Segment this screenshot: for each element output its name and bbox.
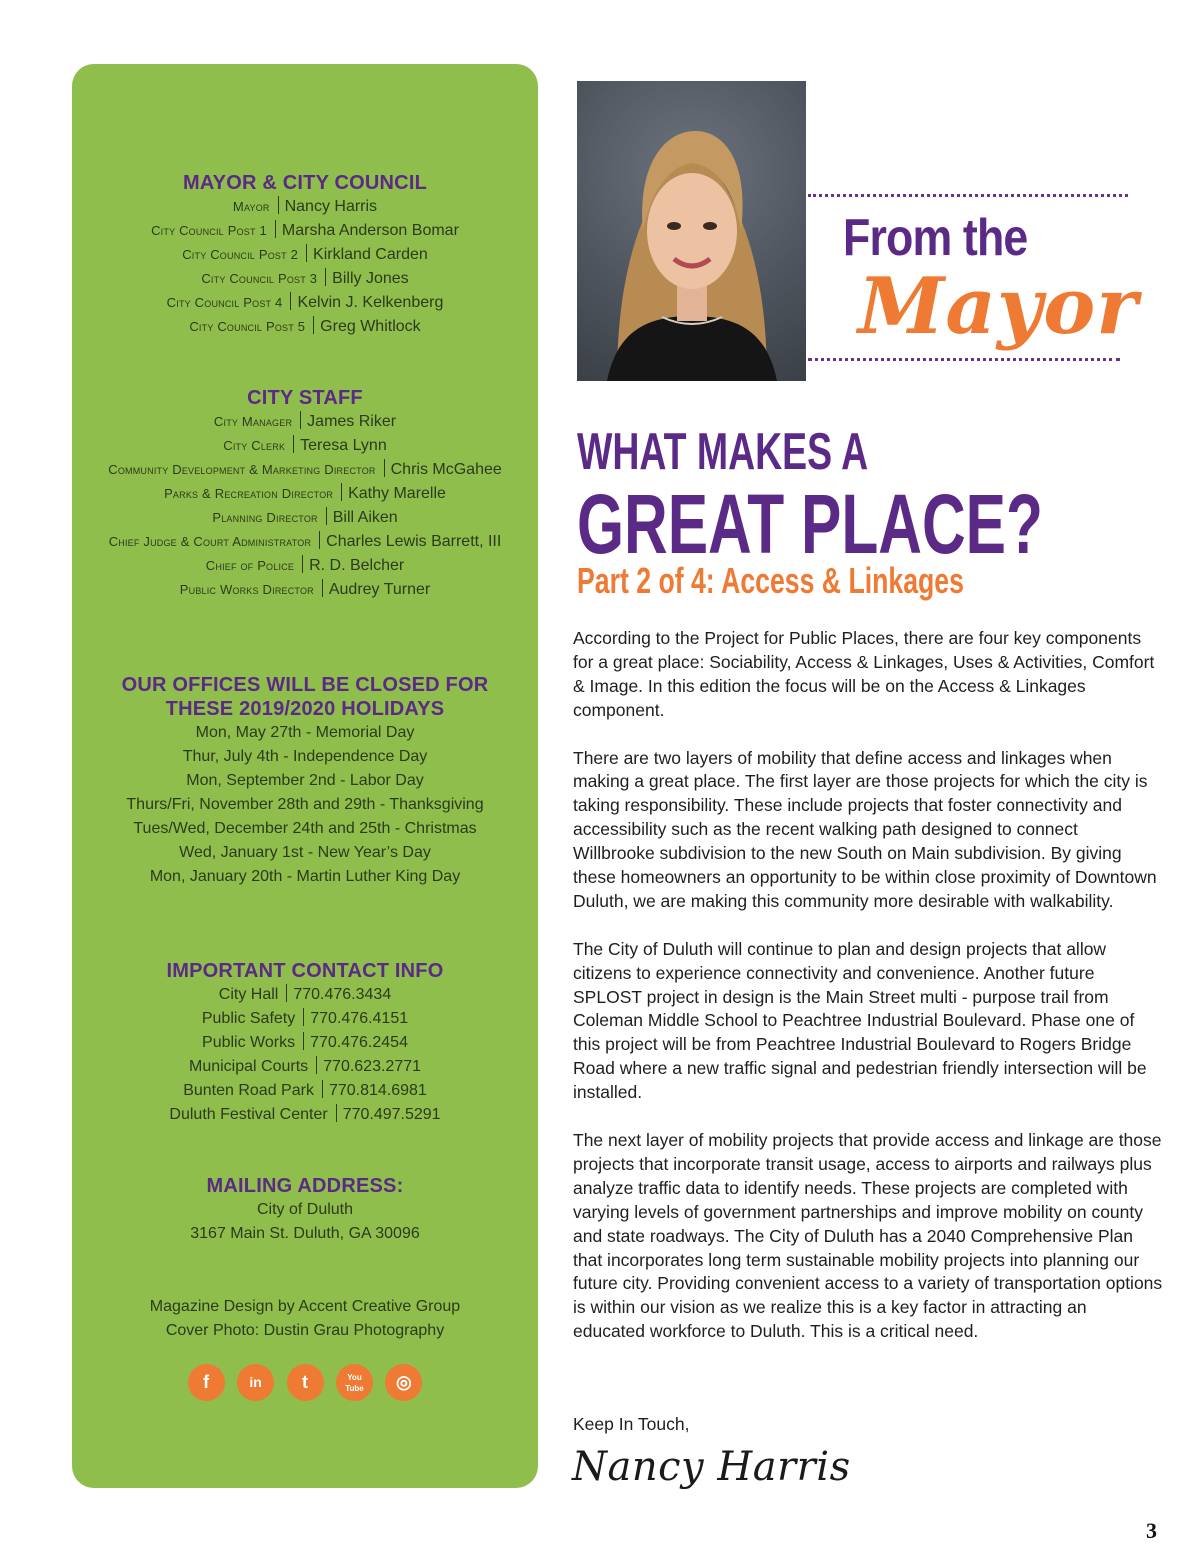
staff-row: City Clerk Teresa Lynn xyxy=(223,437,387,454)
staff-row: Community Development & Marketing Director Chris McGahee xyxy=(108,461,502,478)
holiday-item: Thurs/Fri, November 28th and 29th - Thanksgiving xyxy=(126,796,484,813)
article-body xyxy=(573,627,1163,1368)
contact-row: Public Works 770.476.2454 xyxy=(202,1034,408,1051)
mayor-portrait-illustration xyxy=(577,81,806,381)
credit-line: Magazine Design by Accent Creative Group xyxy=(149,1298,461,1315)
council-row: City Council Post 4 Kelvin J. Kelkenberg xyxy=(166,294,444,311)
article-subtitle: Part 2 of 4: Access & Linkages xyxy=(577,560,964,601)
holiday-item: Mon, May 27th - Memorial Day xyxy=(195,724,415,741)
mayor-photo xyxy=(577,81,806,381)
staff-row: Public Works Director Audrey Turner xyxy=(179,581,431,598)
article-paragraph: There are two layers of mobility that define access and linkages when making a great place. The first layer are those projects for which the city is taking responsibility. These include projects that foster connectivity and accessibility such as the recent walking path designed to connect Willbrooke subdivision to the new South on Main subdivision. By giving these homeowners an opportunity to be within close proximity of Downtown Duluth, we are making this community more desirable with walkability. xyxy=(573,747,1157,911)
holidays-title: OUR OFFICES WILL BE CLOSED FOR xyxy=(121,674,489,696)
mayor-script-heading: Mayor xyxy=(858,261,1139,352)
staff-row: Planning Director Bill Aiken xyxy=(212,509,398,526)
staff-row: Parks & Recreation Director Kathy Marelle xyxy=(164,485,446,502)
instagram-icon[interactable]: ◎ xyxy=(385,1364,422,1401)
mailing-section xyxy=(72,1174,538,1246)
sidebar-panel xyxy=(72,64,538,1488)
headline-line2: GREAT PLACE? xyxy=(577,477,1043,571)
youtube-icon[interactable]: You Tube xyxy=(336,1364,373,1401)
holiday-item: Tues/Wed, December 24th and 25th - Christmas xyxy=(133,820,477,837)
council-title: MAYOR & CITY COUNCIL xyxy=(182,172,428,194)
article-paragraph: The next layer of mobility projects that provide access and linkage are those projects that incorporate transit usage, access to airports and railways plus analyze traffic data to identify needs. These projects are completed with varying levels of government partnerships and improve mobility on county and state roadways. The City of Duluth has a 2040 Comprehensive Plan that incorporates long term sustainable mobility projects into planning our future city. Providing convenient access to a variety of transportation options is within our vision as we realize this is a key factor in attracting an educated workforce to Duluth. This is a critical need. xyxy=(573,1129,1163,1342)
signoff: Keep In Touch, xyxy=(573,1414,690,1434)
council-row: City Council Post 2 Kirkland Carden xyxy=(182,246,428,263)
signature: Nancy Harris xyxy=(572,1444,851,1490)
holiday-item: Thur, July 4th - Independence Day xyxy=(182,748,428,765)
staff-row: City Manager James Riker xyxy=(213,413,397,430)
headline-line1: WHAT MAKES A xyxy=(577,423,869,481)
holiday-item: Mon, September 2nd - Labor Day xyxy=(186,772,424,789)
dotted-rule-top xyxy=(808,194,1128,197)
contact-row: Public Safety 770.476.4151 xyxy=(201,1010,409,1027)
contact-row: City Hall 770.476.3434 xyxy=(218,986,392,1003)
dotted-rule-bottom xyxy=(808,358,1120,361)
council-row: City Council Post 1 Marsha Anderson Bomar xyxy=(151,222,459,239)
council-row: City Council Post 5 Greg Whitlock xyxy=(189,318,421,335)
linkedin-icon[interactable]: in xyxy=(237,1364,274,1401)
mailing-line: 3167 Main St. Duluth, GA 30096 xyxy=(190,1225,420,1242)
mailing-title: MAILING ADDRESS: xyxy=(206,1175,404,1197)
staff-row: Chief of Police R. D. Belcher xyxy=(205,557,405,574)
council-row: City Council Post 3 Billy Jones xyxy=(201,270,409,287)
holidays-section xyxy=(72,673,538,889)
facebook-icon[interactable]: f xyxy=(188,1364,225,1401)
contact-row: Duluth Festival Center 770.497.5291 xyxy=(169,1106,441,1123)
holiday-item: Mon, January 20th - Martin Luther King Day xyxy=(149,868,461,885)
page-number: 3 xyxy=(1146,1518,1157,1543)
mailing-line: City of Duluth xyxy=(256,1201,354,1218)
credit-line: Cover Photo: Dustin Grau Photography xyxy=(165,1322,445,1339)
twitter-icon[interactable]: t xyxy=(287,1364,324,1401)
staff-title: CITY STAFF xyxy=(247,387,363,409)
social-icons xyxy=(72,1364,538,1401)
article-paragraph: The City of Duluth will continue to plan and design projects that allow citizens to experience connectivity and convenience. Another future SPLOST project in design is the Main Street multi - purpose trail from Coleman Middle School to Peachtree Industrial Boulevard. Phase one of this project will be from Peachtree Industrial Boulevard to Rogers Bridge Road where a new traffic signal and pedestrian friendly intersection will be installed. xyxy=(573,938,1147,1103)
article-paragraph: According to the Project for Public Places, there are four key components for a great place: Sociability, Access & Linkages, Uses & Activities, Comfort & Image. In this edition the focus will be on the Access & Linkages component. xyxy=(573,628,1155,720)
credits-section xyxy=(72,1295,538,1343)
contact-row: Bunten Road Park 770.814.6981 xyxy=(183,1082,427,1099)
holidays-title-line2: THESE 2019/2020 HOLIDAYS xyxy=(165,698,445,720)
staff-row: Chief Judge & Court Administrator Charles Lewis Barrett, III xyxy=(108,533,502,550)
council-row: Mayor Nancy Harris xyxy=(232,198,378,215)
council-section xyxy=(72,171,538,339)
contacts-title: IMPORTANT CONTACT INFO xyxy=(166,960,444,982)
staff-section xyxy=(72,386,538,602)
holiday-item: Wed, January 1st - New Year’s Day xyxy=(179,844,431,861)
contacts-section xyxy=(72,959,538,1127)
contact-row: Municipal Courts 770.623.2771 xyxy=(188,1058,422,1075)
from-the-heading: From the xyxy=(843,209,1028,267)
